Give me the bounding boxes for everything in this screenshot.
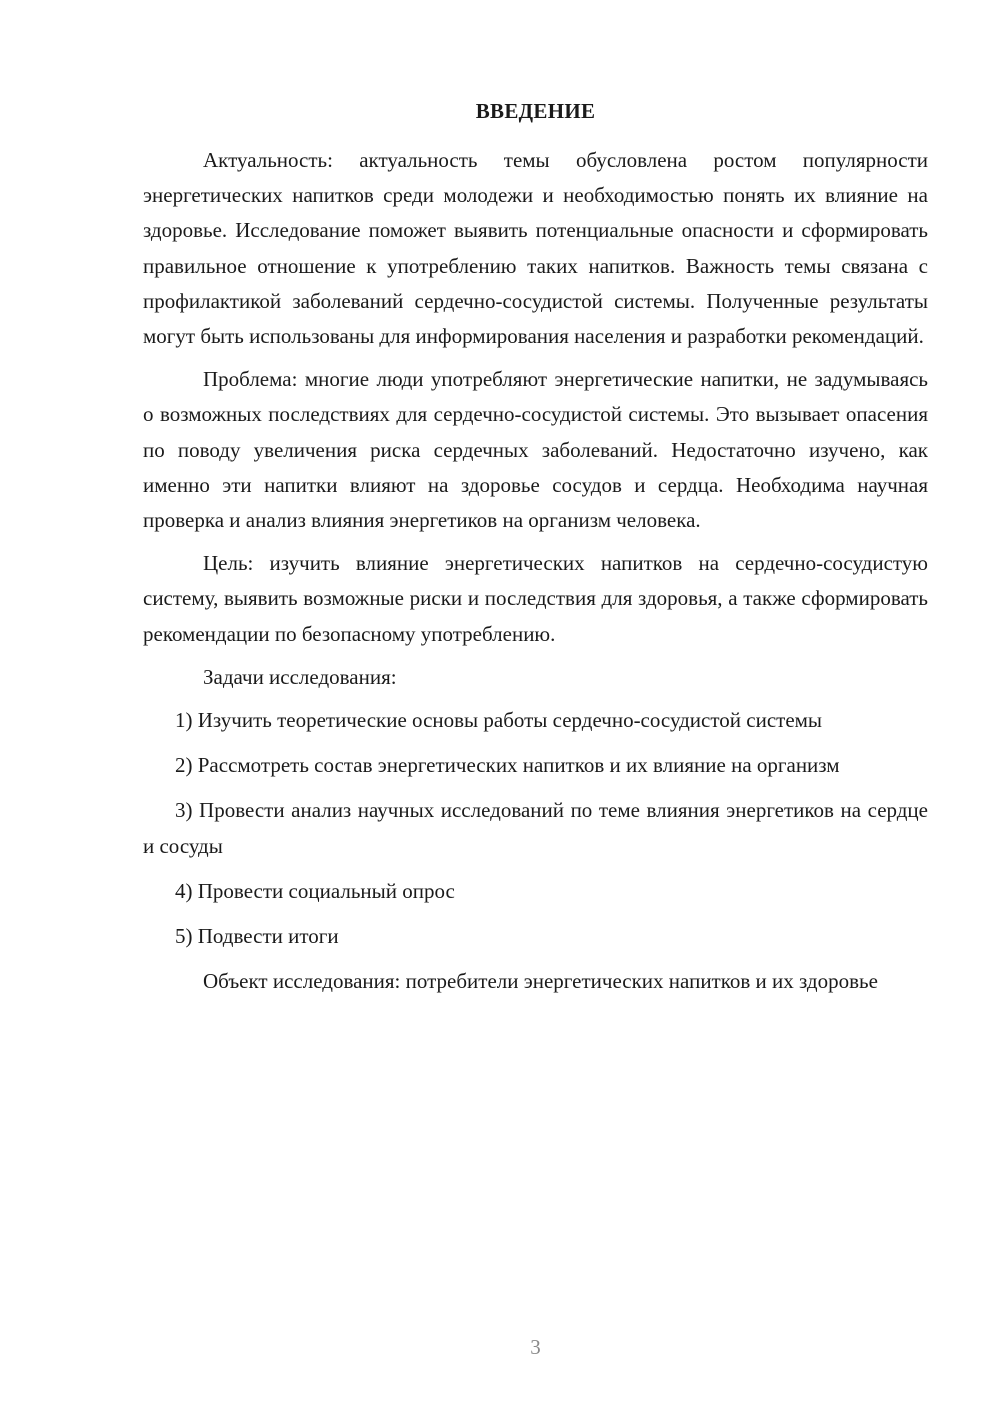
task-item: 1) Изучить теоретические основы работы сердечно-сосудистой системы: [175, 708, 823, 733]
tasks-heading: Задачи исследования:: [203, 664, 397, 689]
paragraph-object: Объект исследования: потребители энергетических напитков и их здоровье: [203, 969, 878, 994]
task-item: 5) Подвести итоги: [175, 924, 339, 949]
task-item: 3) Провести анализ научных исследований по теме влияния энергетиков на сердце и сосуды: [143, 798, 928, 858]
task-item: 4) Провести социальный опрос: [175, 878, 455, 903]
document-body: [143, 143, 928, 1007]
page-number: 3: [530, 1335, 541, 1359]
document-page: [143, 0, 928, 1414]
task-item: 2) Рассмотреть состав энергетических напитков и их влияние на организм: [175, 753, 840, 778]
paragraph-goal: Цель: изучить влияние энергетических напитков на сердечно-сосудистую систему, выявить возможные риски и последствия для здоровья, а также сформировать рекомендации по безопасному употреблению.: [143, 551, 928, 646]
paragraph-relevance: Актуальность: актуальность темы обусловлена ростом популярности энергетических напитков среди молодежи и необходимостью понять их влияние на здоровье. Исследование поможет выявить потенциальные опасности и сформировать правильное отношение к употреблению таких напитков. Важность темы связана с профилактикой заболеваний сердечно-сосудистой системы. Полученные результаты могут быть использованы для информирования населения и разработки рекомендаций.: [143, 148, 928, 349]
page-title: ВВЕДЕНИЕ: [475, 99, 596, 123]
paragraph-problem: Проблема: многие люди употребляют энергетические напитки, не задумываясь о возможных последствиях для сердечно-сосудистой системы. Это вызывает опасения по поводу увеличения риска сердечных заболеваний. Недостаточно изучено, как именно эти напитки влияют на здоровье сосудов и сердца. Необходима научная проверка и анализ влияния энергетиков на организм человека.: [143, 367, 928, 533]
